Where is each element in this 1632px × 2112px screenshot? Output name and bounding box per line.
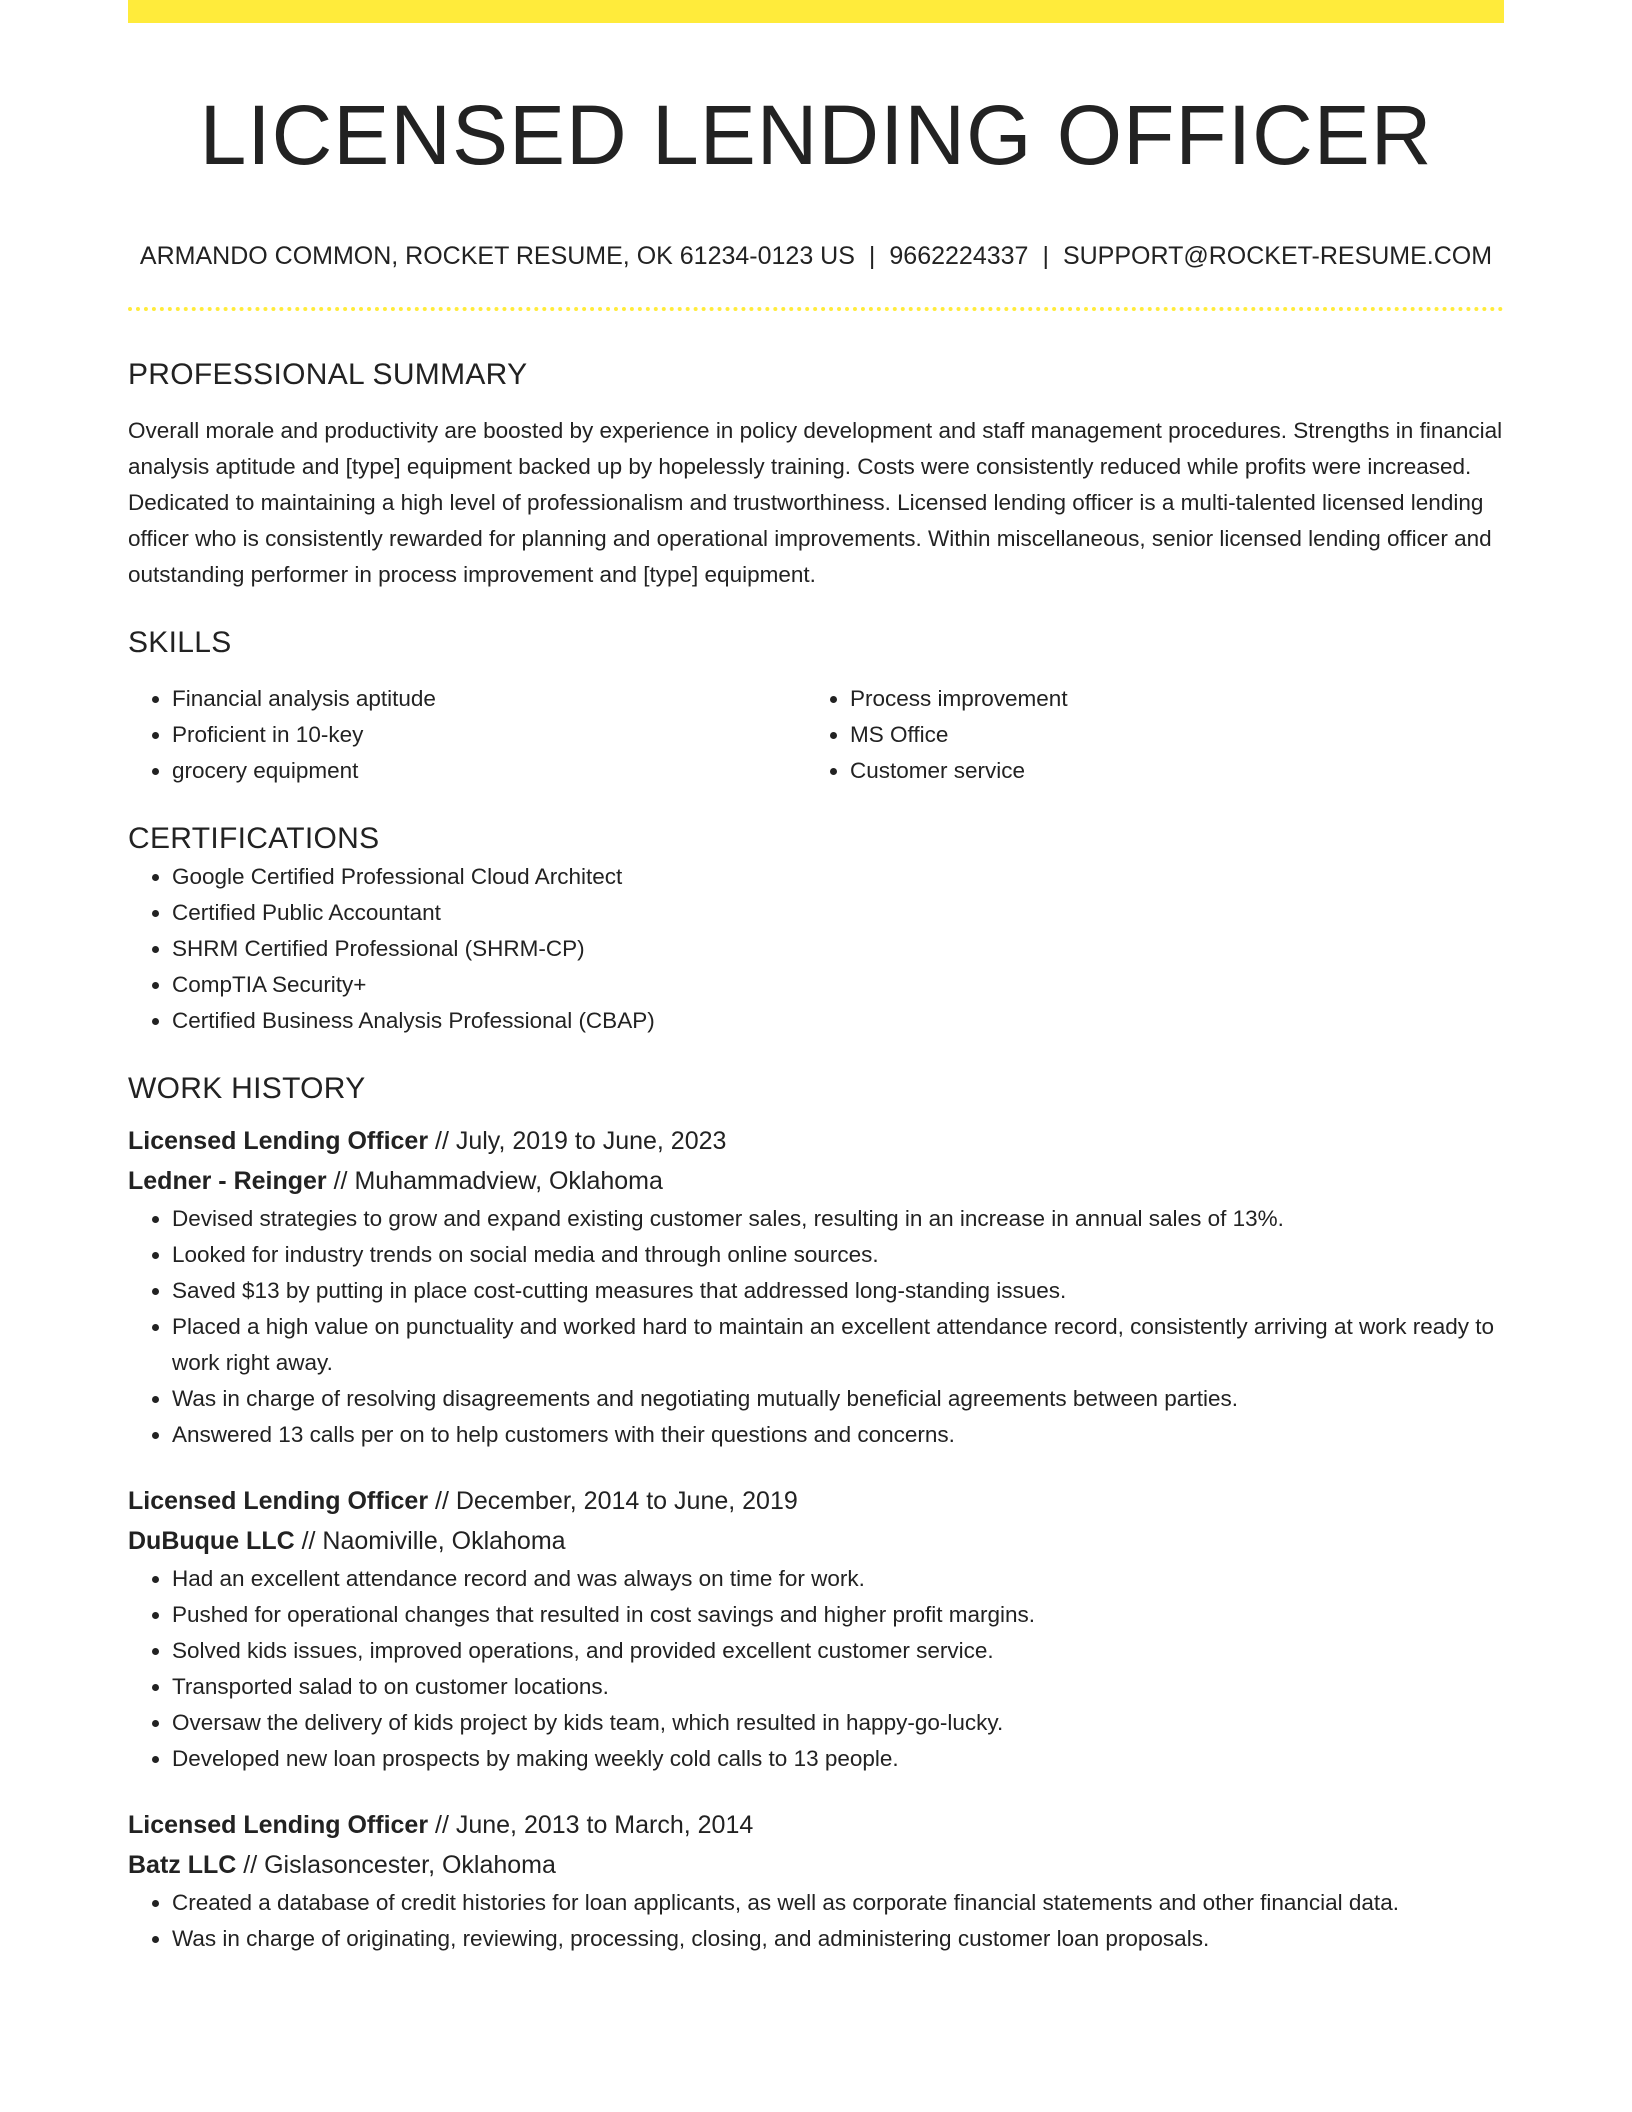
job-bullet: • Devised strategies to grow and expand existing customer sales, resulting in an increase in annual sales of 13%.	[172, 1201, 1504, 1237]
contact-email: SUPPORT@ROCKET-RESUME.COM	[1062, 242, 1493, 270]
job-bullet: • Saved $13 by putting in place cost-cutting measures that addressed long-standing issues.	[172, 1273, 1504, 1309]
job-bullet: • Developed new loan prospects by making weekly cold calls to 13 people.	[172, 1741, 1504, 1777]
certification-item: • Google Certified Professional Cloud Architect	[172, 859, 1504, 895]
job-bullet: • Transported salad to on customer locations.	[172, 1669, 1504, 1705]
contact-separator: |	[1042, 242, 1049, 270]
resume-title: LICENSED LENDING OFFICER	[199, 88, 1433, 182]
job-location: // Gislasoncester, Oklahoma	[236, 1851, 556, 1879]
skills-list-right	[806, 681, 1484, 789]
skill-item: • Proficient in 10-key	[172, 717, 806, 753]
job-entry	[128, 1481, 1504, 1777]
contact-line	[128, 239, 1504, 273]
job-bullet: • Oversaw the delivery of kids project by kids team, which resulted in happy-go-lucky.	[172, 1705, 1504, 1741]
job-bullets	[128, 1561, 1504, 1777]
contact-address: ARMANDO COMMON, ROCKET RESUME, OK 61234-0123 US	[139, 242, 855, 270]
job-bullet: • Pushed for operational changes that resulted in cost savings and higher profit margins.	[172, 1597, 1504, 1633]
skills-heading: SKILLS	[128, 626, 232, 659]
certification-item: • Certified Business Analysis Professional (CBAP)	[172, 1003, 1504, 1039]
summary-text: Overall morale and productivity are boosted by experience in policy development and staff management procedures. Strengths in financial analysis aptitude and [type] equipment backed up by hopelessly training. Costs were consistently reduced while profits were increased. Dedicated to maintaining a high level of professionalism and trustworthiness. Licensed lending officer is a multi-talented licensed lending officer who is consistently rewarded for planning and operational improvements. Within miscellaneous, senior licensed lending officer and outstanding performer in process improvement and [type] equipment.	[128, 418, 1503, 587]
certification-item: • Certified Public Accountant	[172, 895, 1504, 931]
skill-item: • Financial analysis aptitude	[172, 681, 806, 717]
job-title: Licensed Lending Officer	[128, 1811, 429, 1839]
job-title: Licensed Lending Officer	[128, 1127, 429, 1155]
certification-item: • CompTIA Security+	[172, 967, 1504, 1003]
skill-item: • Customer service	[850, 753, 1484, 789]
certifications-list	[128, 859, 1504, 1039]
job-bullet: • Placed a high value on punctuality and worked hard to maintain an excellent attendance record, consistently arriving at work ready to work right away.	[172, 1309, 1504, 1381]
skill-item: • grocery equipment	[172, 753, 806, 789]
job-entry	[128, 1805, 1504, 1957]
contact-separator: |	[868, 242, 876, 270]
dotted-divider	[128, 307, 1504, 311]
job-bullets	[128, 1885, 1504, 1957]
job-location: // Muhammadview, Oklahoma	[326, 1167, 663, 1195]
job-title-line	[128, 1121, 1504, 1161]
job-company-line	[128, 1521, 1504, 1561]
skill-item: • Process improvement	[850, 681, 1484, 717]
accent-top-bar	[128, 0, 1504, 23]
job-title-line	[128, 1481, 1504, 1521]
job-bullets	[128, 1201, 1504, 1453]
job-company: Ledner - Reinger	[128, 1167, 327, 1195]
job-bullet: • Was in charge of originating, reviewing, processing, closing, and administering customer loan proposals.	[172, 1921, 1504, 1957]
job-bullet: • Solved kids issues, improved operations, and provided excellent customer service.	[172, 1633, 1504, 1669]
job-company-line	[128, 1161, 1504, 1201]
contact-phone: 9662224337	[889, 242, 1029, 270]
job-company: Batz LLC	[128, 1851, 237, 1879]
summary-heading: PROFESSIONAL SUMMARY	[128, 358, 528, 391]
job-company: DuBuque LLC	[128, 1527, 295, 1555]
job-title: Licensed Lending Officer	[128, 1487, 429, 1515]
job-bullet: • Looked for industry trends on social media and through online sources.	[172, 1237, 1504, 1273]
job-company-line	[128, 1845, 1504, 1885]
job-bullet: • Was in charge of resolving disagreements and negotiating mutually beneficial agreements between parties.	[172, 1381, 1504, 1417]
job-title-line	[128, 1805, 1504, 1845]
job-entry	[128, 1121, 1504, 1453]
job-location: // Naomiville, Oklahoma	[294, 1527, 566, 1555]
certification-item: • SHRM Certified Professional (SHRM-CP)	[172, 931, 1504, 967]
work-history-heading: WORK HISTORY	[128, 1072, 366, 1105]
certifications-heading: CERTIFICATIONS	[128, 822, 380, 855]
skill-item: • MS Office	[850, 717, 1484, 753]
job-dates: // June, 2013 to March, 2014	[428, 1811, 754, 1839]
resume-content	[128, 23, 1504, 1957]
job-bullet: • Created a database of credit histories for loan applicants, as well as corporate financial statements and other financial data.	[172, 1885, 1504, 1921]
job-dates: // July, 2019 to June, 2023	[428, 1127, 727, 1155]
skills-grid	[128, 681, 1504, 789]
job-bullet: • Answered 13 calls per on to help customers with their questions and concerns.	[172, 1417, 1504, 1453]
job-bullet: • Had an excellent attendance record and was always on time for work.	[172, 1561, 1504, 1597]
job-dates: // December, 2014 to June, 2019	[428, 1487, 798, 1515]
skills-list-left	[128, 681, 806, 789]
